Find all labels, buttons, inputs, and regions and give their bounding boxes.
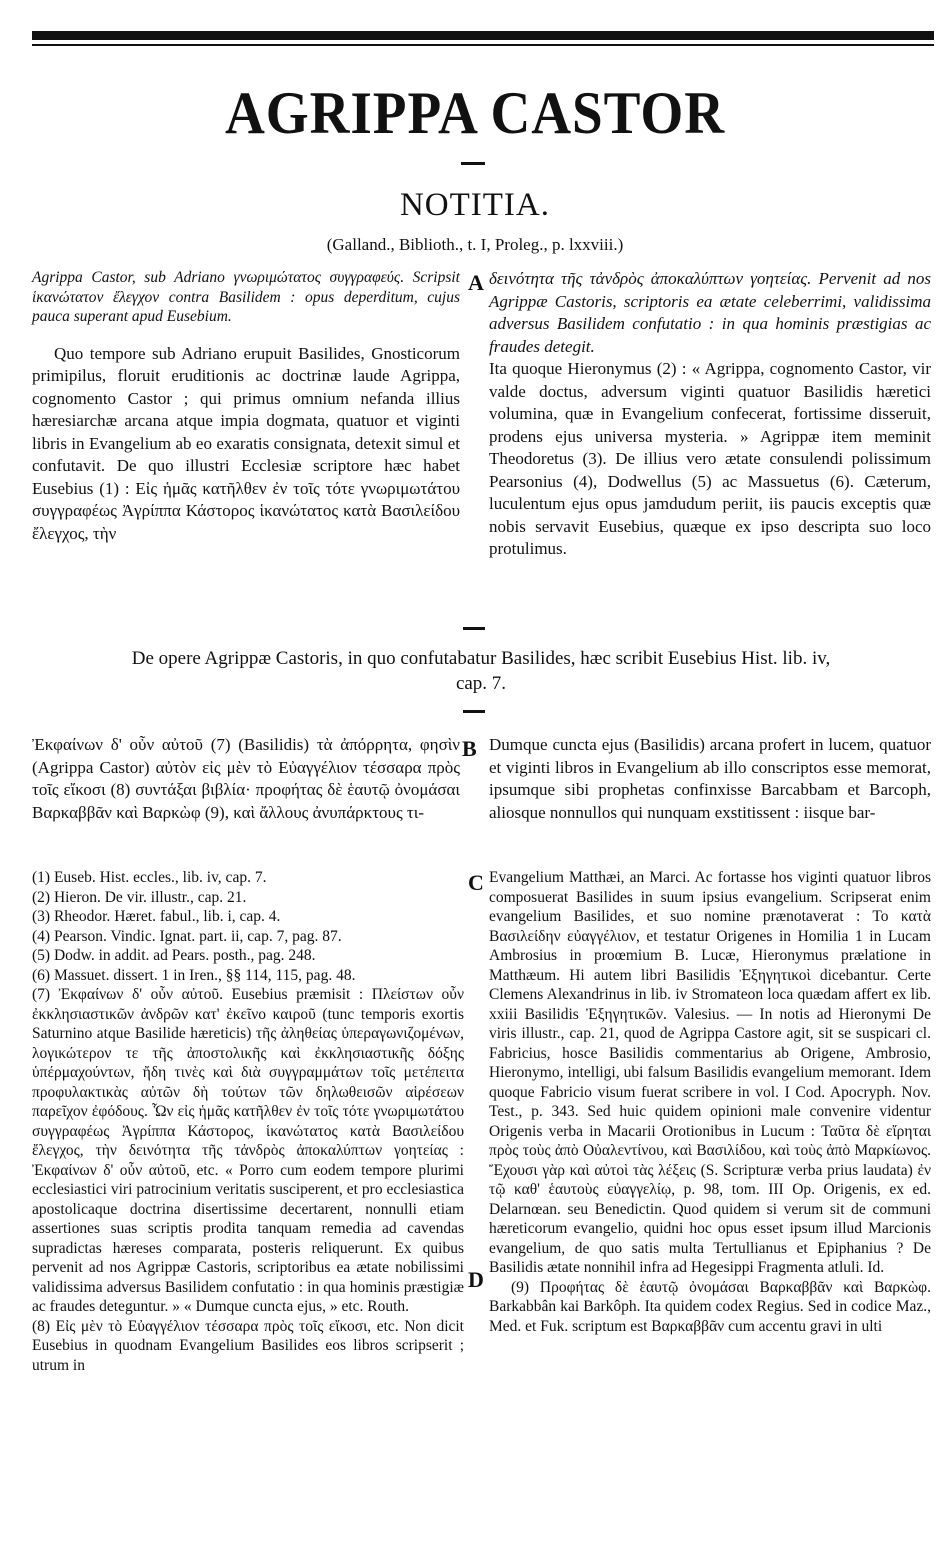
section-dash-bottom	[463, 710, 485, 713]
notitia-heading: NOTITIA.	[399, 187, 551, 223]
footnote-5: (5) Dodw. in addit. ad Pears. posth., pag. 248.	[32, 947, 316, 964]
intro-paragraph-left: Quo tempore sub Adriano erupuit Basilides, Gnosticorum primipilus, floruit eruditionis ac doctrinæ laude Agrippa, cognomento Castor ; qui primus omnium nefanda illius hæresiarchæ arcana atque impia dogmata, quatuor et viginti libris in Evangelium ab eo exaratis consignata, detexit simul et confutavit. De quo illustri Ecclesiæ scriptore hæc habet Eusebius (1) : Εἰς ἡμᾶς κατῆλθεν ἐν τοῖς τότε γνωριμωτάτου συγγραφέως Ἀγρίππα Κάστορος ἱκανώτατος κατὰ Βασιλείδου ἔλεγχος, τὴν	[32, 343, 460, 543]
margin-letter-c: C	[468, 870, 484, 895]
footnote-6: (6) Massuet. dissert. 1 in Iren., §§ 114, 115, pag. 48.	[32, 966, 356, 984]
intro-left-column	[32, 268, 460, 545]
footnote-8: (8) Εἰς μὲν τὸ Εὐαγγέλιον τέσσαρα πρὸς τοῖς εἴκοσι, etc. Non dicit Eusebius in quodnam Evangelium Basilides eos libros scripserit ; utrum in	[32, 1317, 464, 1374]
footnotes-right	[489, 868, 931, 1336]
margin-letter-b: B	[462, 736, 477, 761]
intro-summary-cont: δεινότητα τῆς τἀνδρὸς ἀποκαλύπτων γοητείας. Pervenit ad nos Agrippæ Castoris, scriptoris ea ætate celeberrimi, validissima adversus Basilidem confutatio : in qua hominis præstigias ac fraudes detegit.	[489, 269, 931, 356]
section-dash-top	[463, 627, 485, 630]
latin-translation: Dumque cuncta ejus (Basilidis) arcana profert in lucem, quatuor et viginti libros in Evangelium ab illo conscriptos esse memorat, ipsumque sibi prophetas confinxisse Barcabbam et Barcoph, aliosque nonnullos qui nunquam exstitissent : iisque bar-	[489, 735, 931, 822]
footnote-3: (3) Rheodor. Hæret. fabul., lib. i, cap. 4.	[32, 908, 281, 925]
greek-text: Ἐκφαίνων δ' οὖν αὐτοῦ (7) (Basilidis) τὰ ἀπόρρητα, φησὶν (Agrippa Castor) αὐτὸν εἰς μὲν τὸ Εὐαγγέλιον τέσσαρα πρὸς τοῖς εἴκοσι (8) συντάξαι βιβλία· προφήτας δὲ ἑαυτῷ ὀνομάσαι Βαρκαββᾶν καὶ Βαρκὼφ (9), καὶ ἄλλους ἀνυπάρκτους τι-	[32, 735, 460, 822]
footnote-4: (4) Pearson. Vindic. Ignat. part. ii, cap. 7, pag. 87.	[32, 927, 342, 945]
source-reference: (Galland., Biblioth., t. I, Proleg., p. lxxviii.)	[326, 235, 624, 254]
page-title: AGRIPPA CASTOR	[224, 80, 726, 146]
section-heading-line2: cap. 7.	[455, 673, 507, 694]
top-rule-thick	[32, 31, 934, 40]
section-heading	[32, 646, 930, 696]
footnote-2: (2) Hieron. De vir. illustr., cap. 21.	[32, 888, 247, 906]
intro-paragraph-right: Ita quoque Hieronymus (2) : « Agrippa, cognomento Castor, vir valde doctus, adversum viginti quatuor Basilidis hæretici volumina, quæ in Evangelium confecerat, fortissime disseruit, prodens ejus universa mysteria. » Agrippæ item meminit Theodoretus (3). De illius vero ætate consulendi polissimum Pearsonius (4), Dodwellus (5) ac Massuetus (6). Cæterum, luculentum ejus opus jamdudum periit, iis paucis exceptis quæ nobis servavit Eusebius, quæque ex ipso descripta suo loco protulimus.	[489, 359, 931, 558]
intro-right-column	[489, 268, 931, 561]
footnote-1: (1) Euseb. Hist. eccles., lib. iv, cap. 7.	[32, 869, 267, 886]
section-heading-line1: De opere Agrippæ Castoris, in quo confutabatur Basilides, hæc scribit Eusebius Hist. lib. iv,	[131, 648, 831, 669]
margin-letter-d: D	[468, 1267, 484, 1292]
title-dash	[461, 162, 485, 165]
footnote-8-cont: Evangelium Matthæi, an Marci. Ac fortasse hos viginti quatuor libros composuerat Basilides in suum ipsius evangelium. Scripserat enim evangelium Basilides, et suo nomine prænotaverat : To κατὰ Βασιλείδην εὐαγγέλιον, et testatur Origenes in Homilia 1 in Lucam Ambrosius in proœmium B. Lucæ, Hieronymus prælatione in Matthæum. Hi autem libri Basilidis Ἐξηγητικοὶ dicebantur. Certe Clemens Alexandrinus in lib. iv Stromateon loca quædam affert ex lib. xxiii Basilidis Ἐξηγητικῶν. Valesius. — In notis ad Hieronymi De viris illustr., cap. 21, quod de Agrippa Castore agit, sit se suspicari cl. Fabricius, hosce Basilidis commentarius ab Origene, Ambrosio, Hieronymo, intelligi, ubi falsum Basilidis evangelium memorant. Idem quoque Fabricio visum fuerat scribere in vol. I Cod. Apocryph. Nov. Test., p. 343. Sed huic quidem opinioni male convenire videntur Origenis verba in Macarii Orotionibus in Lucum : Ταῦτα δὲ εἴρηται πρὸς τοὺς ἀπὸ Οὐαλεντίνου, καὶ Βασιλίδου, καὶ τοὺς ἀπὸ Μαρκίωνος. Ἔχουσι γὰρ καὶ αὐτοὶ τὰς λέξεις (S. Scripturæ verba prius laudata) ἐν τῷ καθ' ἑαυτοὺς εὐαγγελίῳ, p. 98, tom. III Op. Origenis, ex ed. Delarnœan. seu Benedictin. Quod quidem si verum sit de communi hæreticorum evangelio, quidni hoc opus esset ipsum illud Marcionis evangelium, de quo satis multa Tertullianus et Epiphanius ? De Basilidis ætate nonnihil infra ad Hegesippi Fragmenta atluli. Id.	[489, 869, 931, 1276]
top-rule-thin	[32, 44, 934, 46]
intro-summary: Agrippa Castor, sub Adriano γνωριμώτατος συγγραφεύς. Scripsit ἱκανώτατον ἔλεγχον contra Basilidem : opus deperditum, cujus pauca superant apud Eusebium.	[32, 269, 460, 325]
margin-letter-a: A	[468, 270, 484, 295]
footnote-7: (7) Ἐκφαίνων δ' οὖν αὐτοῦ. Eusebius præmisit : Πλείστων οὖν ἐκκλησιαστικῶν ἀνδρῶν κατ' ἐκεῖνο καιροῦ (tunc temporis exortis Saturnino atque Basilide hæreticis) τῆς ἀληθείας ὑπεραγωνιζομένων, λογικώτερον τε τῆς ἀποστολικῆς καὶ ἐκκλησιαστικῆς δόξης ὑπέρμαχούντων, ἤδη τινὲς καὶ διὰ συγγραμμάτων τοῖς μετέπειτα προφυλακτικὰς αὐτῶν δὴ τούτων τῶν δηλωθεισῶν αἱρέσεων παρεῖχον ἐφόδους. Ὧν εἰς ἡμᾶς κατῆλθεν ἐν τοῖς τότε γνωριμωτάτου συγγραφέως Ἀγρίππα Κάστορος, ἱκανώτατος κατὰ Βασιλείδου ἔλεγχος, τὴν δεινότητα τῆς τἀνδρὸς ἀποκαλύπτων γοητείας : Ἐκφαίνων δ' οὖν αὐτοῦ, etc. « Porro cum eodem tempore plurimi ecclesiastici viri patrocinium veritatis susciperent, et pro ecclesiastica apostolicaque doctrina disertissime decertarent, nonnulli etiam assertiones suas scriptis prodita tanquam remedia ad cavendas supradictas hæreses comparata, posteris reliquerunt. Ex quibus pervenit ad nos Agrippæ Castoris, scriptoribus ea ætate nobilissimi validissima adversus Basilidem confutatio : in qua hominis præstigiæ ac fraudes deteguntur. » « Dumque cuncta ejus, » etc. Routh.	[32, 986, 464, 1315]
footnote-9: (9) Προφήτας δὲ ἑαυτῷ ὀνομάσαι Βαρκαββᾶν καὶ Βαρκὼφ. Barkabbân kai Barkôph. Ita quidem codex Regius. Sed in codice Maz., Med. et Fuk. scriptum est Βαρκαββᾶν cum accentu gravi in ulti	[489, 1278, 931, 1335]
footnotes-left	[32, 868, 464, 1375]
